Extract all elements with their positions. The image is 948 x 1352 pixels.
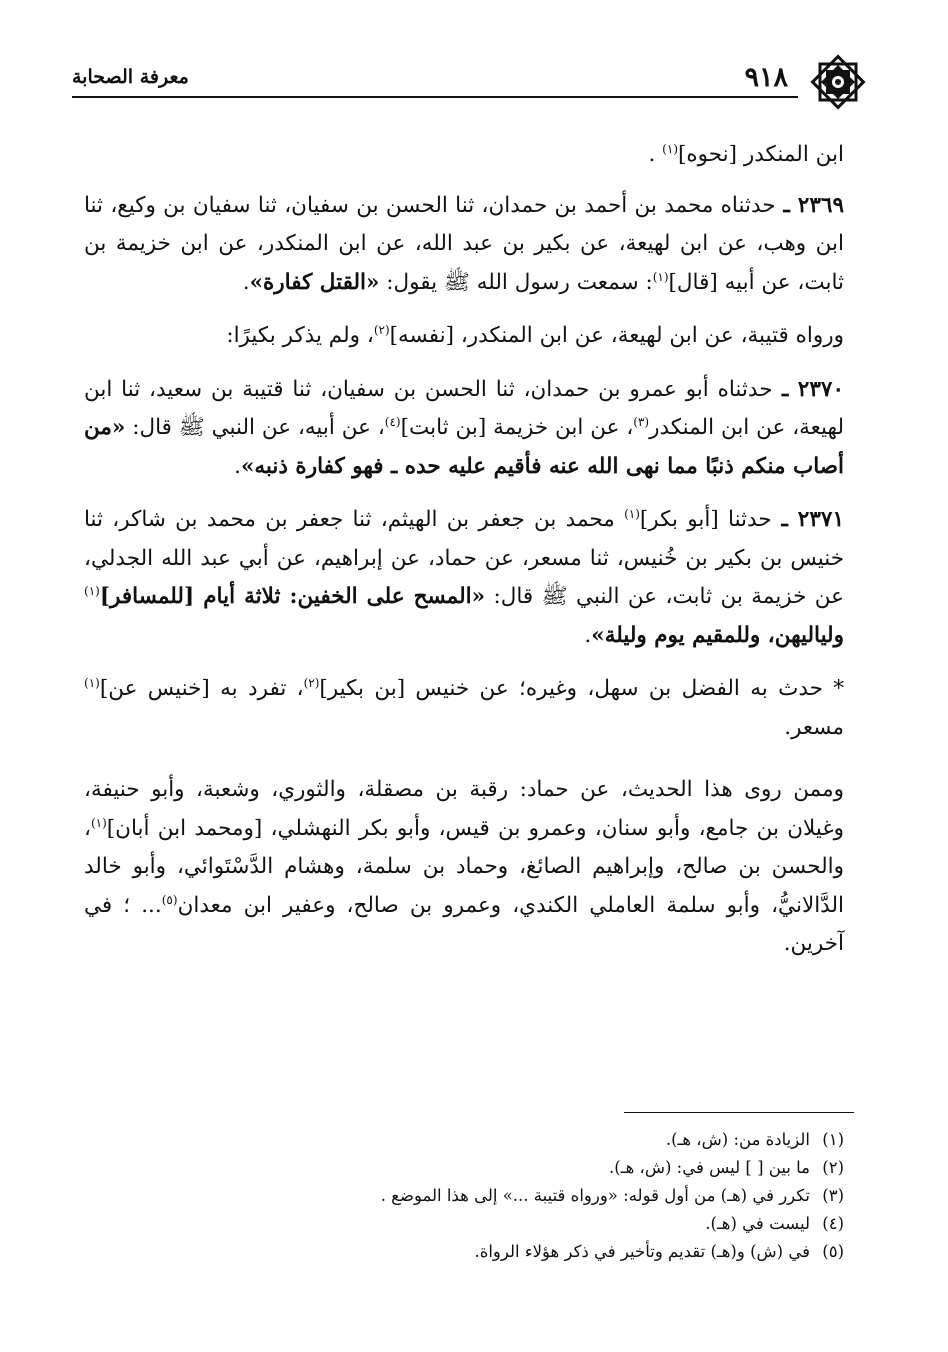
footnote-5: (٥)في (ش) و(هـ) تقديم وتأخير في ذكر هؤلاء الرواة. (474, 1242, 844, 1261)
hadith-matn-cont: ولياليهن، وللمقيم يوم وليلة» (591, 622, 844, 648)
khunays-note: * حدث به الفضل بن سهل، وغيره؛ عن خنيس [بن بكير]$^{(٢)}$، تفرد به [خنيس عن]$^{(١)}$ مسعر. (84, 675, 845, 740)
hadith-number: ٢٣٧٠ ـ (772, 376, 844, 402)
footnote-ref: (١) (662, 141, 678, 156)
footnote-ref: (٣) (633, 414, 650, 429)
footnote-separator (624, 1112, 854, 1113)
riwaya-qutayba: ورواه قتيبة، عن ابن لهيعة، عن ابن المنكدر، [نفسه]$^{(٢)}$، ولم يذكر بكيرًا: (226, 322, 844, 348)
footnote-ref: (١) (84, 583, 100, 598)
octagonal-star-ornament-icon (806, 50, 870, 114)
footnote-4: (٤)ليست في (هـ). (705, 1214, 844, 1233)
hadith-matn: «القتل كفارة» (249, 269, 380, 295)
page-body (84, 136, 844, 964)
footnote-1: (١)الزيادة من: (ش، هـ). (665, 1130, 844, 1149)
hadith-2371: ٢٣٧١ ـ حدثنا [أبو بكر]$^{(١)}$ محمد بن جعفر بن الهيثم، ثنا جعفر بن محمد بن شاكر، ثنا خنيس بن بكير بن خُنيس، ثنا مسعر، عن حماد، عن إبراهيم، عن أبي عبد الله الجدلي، عن خزيمة بن ثابت، عن النبي ﷺ قال: «المسح على الخفين: ثلاثة أيام [للمسافر]$^{(١)}$ ولياليهن، وللمقيم يوم وليلة». (84, 506, 844, 648)
page-number: ٩١٨ (744, 62, 788, 93)
hadith-2369: ٢٣٦٩ ـ حدثناه محمد بن أحمد بن حمدان، ثنا الحسن بن سفيان، ثنا سفيان بن وكيع، ثنا ابن وهب، عن ابن لهيعة، عن بكير بن عبد الله، عن ابن المنكدر، عن ابن خزيمة بن ثابت، عن أبيه [قال]$^{(١)}$: سمعت رسول الله ﷺ يقول: «القتل كفارة». (84, 192, 844, 295)
hadith-number: ٢٣٦٩ ـ (775, 192, 844, 218)
footnote-ref: (٢) (373, 322, 390, 337)
hadith-matn: «المسح على الخفين: ثلاثة أيام [للمسافر] (99, 584, 486, 609)
intro-line: ابن المنكدر [نحوه]$^{(١)}$ . (648, 141, 844, 167)
footnote-ref: (١) (90, 815, 107, 830)
footnote-ref: (١) (624, 506, 640, 521)
footnotes (84, 1126, 844, 1266)
footnote-ref: (١) (84, 675, 100, 690)
hadith-matn: «من أصاب منكم ذنبًا مما نهى الله عنه فأقيم عليه حده ـ فهو كفارة ذنبه» (84, 415, 844, 479)
footnote-ref: (٥) (161, 892, 178, 907)
footnote-ref: (١) (652, 269, 669, 284)
page-header (72, 56, 858, 102)
hadith-2370: ٢٣٧٠ ـ حدثناه أبو عمرو بن حمدان، ثنا الحسن بن سفيان، ثنا قتيبة بن سعيد، ثنا ابن لهيعة، عن ابن المنكدر$^{(٣)}$، عن ابن خزيمة [بن ثابت]$^{(٤)}$، عن أبيه، عن النبي ﷺ قال: «من أصاب منكم ذنبًا مما نهى الله عنه فأقيم عليه حده ـ فهو كفارة ذنبه». (84, 376, 844, 479)
hadith-number: ٢٣٧١ ـ (771, 507, 844, 532)
narrators-list: وممن روى هذا الحديث، عن حماد: رقبة بن مصقلة، والثوري، وشعبة، وأبو حنيفة، وغيلان بن جامع، وأبو سنان، وعمرو بن قيس، وأبو بكر النهشلي، [ومحمد ابن أبان]$^{(١)}$، والحسن بن صالح، وإبراهيم الصائغ، وحماد بن سلمة، وهشام الدَّسْتَوائي، وأبو خالد الدَّالانيُّ، وأبو سلمة العاملي الكندي، وعمرو بن صالح، وعفير ابن معدان$^{(٥)}$... ؛ في آخرين. (84, 777, 844, 956)
header-rule (72, 96, 798, 98)
footnote-2: (٢)ما بين [ ] ليس في: (ش، هـ). (609, 1158, 844, 1177)
footnote-ref: (٢) (303, 675, 320, 690)
book-title: معرفة الصحابة (72, 66, 189, 88)
footnote-ref: (٤) (384, 414, 401, 429)
footnote-3: (٣)تكرر في (هـ) من أول قوله: «ورواه قتيبة ...» إلى هذا الموضع . (380, 1186, 844, 1205)
